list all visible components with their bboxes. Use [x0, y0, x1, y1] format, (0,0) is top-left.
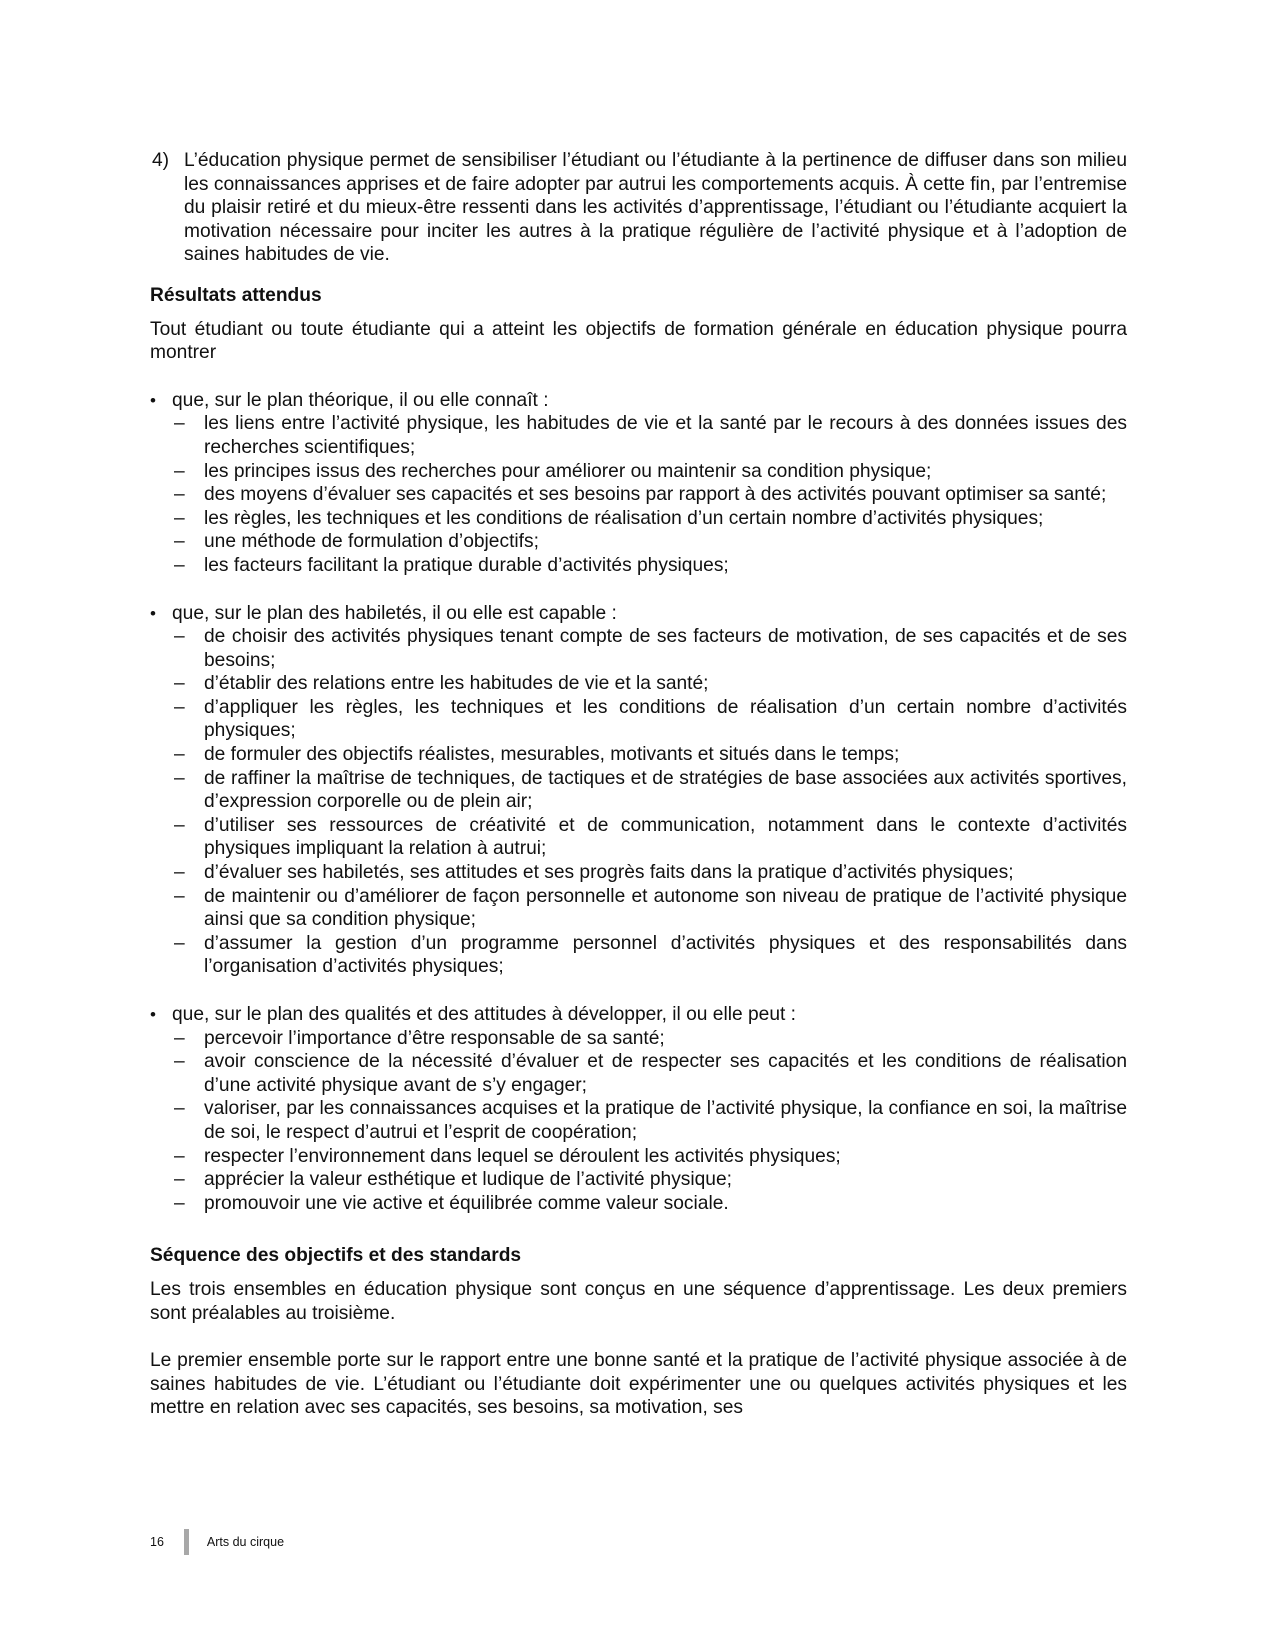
dash-icon: –: [174, 696, 185, 718]
bullet-lead-text: que, sur le plan théorique, il ou elle connaît :: [172, 389, 549, 411]
list-item-text: les facteurs facilitant la pratique durable d’activités physiques;: [204, 554, 729, 576]
dash-icon: –: [174, 814, 185, 836]
list-item: [150, 507, 1127, 531]
sublist: [150, 1027, 1127, 1216]
sublist: [150, 625, 1127, 979]
list-item-text: valoriser, par les connaissances acquises et la pratique de l’activité physique, la confiance en soi, la maîtrise de soi, le respect d’autrui et l’esprit de coopération;: [204, 1098, 1127, 1143]
dash-icon: –: [174, 460, 185, 482]
dash-icon: –: [174, 767, 185, 789]
dash-icon: –: [174, 885, 185, 907]
list-item-text: respecter l’environnement dans lequel se déroulent les activités physiques;: [204, 1145, 841, 1167]
list-item-text: d’utiliser ses ressources de créativité et de communication, notamment dans le contexte d’activités physiques impliquant la relation à autrui;: [204, 814, 1127, 860]
results-group-attitudes: [150, 1003, 1127, 1215]
list-item-text: les liens entre l’activité physique, les habitudes de vie et la santé par le recours à des données issues des recherches scientifiques;: [204, 413, 1127, 458]
bullet-lead-text: que, sur le plan des habiletés, il ou elle est capable :: [172, 602, 617, 624]
list-item: [150, 554, 1127, 578]
results-group-theory: [150, 389, 1127, 578]
list-item: [150, 460, 1127, 484]
dash-icon: –: [174, 1169, 185, 1191]
bullet-lead: [150, 389, 1127, 413]
list-item: [150, 1027, 1127, 1051]
dash-icon: –: [174, 862, 185, 884]
list-item-text: d’évaluer ses habiletés, ses attitudes et ses progrès faits dans la pratique d’activités physiques;: [204, 862, 1014, 884]
dash-icon: –: [174, 484, 185, 506]
dash-icon: –: [174, 507, 185, 529]
list-item: [150, 1192, 1127, 1216]
dash-icon: –: [174, 1192, 185, 1214]
list-item: [150, 932, 1127, 979]
list-item: [150, 1097, 1127, 1144]
numbered-item-4: [150, 149, 1127, 267]
sequence-heading: Séquence des objectifs et des standards: [150, 1245, 522, 1267]
list-item-text: les règles, les techniques et les conditions de réalisation d’un certain nombre d’activités physiques;: [204, 507, 1044, 529]
results-intro: Tout étudiant ou toute étudiante qui a atteint les objectifs de formation générale en éducation physique pourra montrer: [150, 318, 1127, 364]
dash-icon: –: [174, 1098, 185, 1120]
list-item: [150, 672, 1127, 696]
sequence-paragraph-1: Les trois ensembles en éducation physique sont conçus en une séquence d’apprentissage. Les deux premiers sont préalables au troisième.: [150, 1278, 1127, 1324]
page-number: 16: [150, 1535, 164, 1549]
list-item: [150, 814, 1127, 861]
dash-icon: –: [174, 531, 185, 553]
list-item-text: percevoir l’importance d’être responsable de sa santé;: [204, 1027, 665, 1049]
list-item: [150, 530, 1127, 554]
dash-icon: –: [174, 413, 185, 435]
bullet-lead-text: que, sur le plan des qualités et des attitudes à développer, il ou elle peut :: [172, 1004, 797, 1025]
dash-icon: –: [174, 1051, 185, 1073]
dash-icon: –: [174, 1145, 185, 1167]
list-item-text: promouvoir une vie active et équilibrée comme valeur sociale.: [204, 1192, 729, 1214]
footer-title: Arts du cirque: [206, 1535, 285, 1549]
list-item-text: de choisir des activités physiques tenant compte de ses facteurs de motivation, de ses capacités et de ses besoins;: [204, 626, 1127, 671]
list-item: [150, 625, 1127, 672]
footer-divider: [184, 1529, 189, 1555]
list-item-text: apprécier la valeur esthétique et ludique de l’activité physique;: [204, 1169, 732, 1191]
list-item-text: des moyens d’évaluer ses capacités et ses besoins par rapport à des activités pouvant optimiser sa santé;: [204, 484, 1107, 506]
sublist: [150, 412, 1127, 577]
page-footer: [150, 1529, 284, 1555]
list-item: [150, 412, 1127, 459]
list-item-text: d’établir des relations entre les habitudes de vie et la santé;: [204, 673, 709, 695]
list-item: [150, 696, 1127, 743]
dash-icon: –: [174, 554, 185, 576]
item-number: 4): [152, 150, 170, 171]
sequence-paragraph-2: Le premier ensemble porte sur le rapport entre une bonne santé et la pratique de l’activité physique associée à de saines habitudes de vie. L’étudiant ou l’étudiante doit expérimenter une ou quelques activités physiques et les mettre en relation avec ses capacités, ses besoins, sa motivation, ses: [150, 1350, 1127, 1419]
bullet-icon: •: [150, 603, 156, 623]
list-item: [150, 1168, 1127, 1192]
bullet-icon: •: [150, 390, 156, 410]
list-item: [150, 743, 1127, 767]
list-item: [150, 1145, 1127, 1169]
bullet-lead: [150, 602, 1127, 626]
list-item-text: de raffiner la maîtrise de techniques, de tactiques et de stratégies de base associées aux activités sportives, d’expression corporelle ou de plein air;: [204, 767, 1127, 813]
dash-icon: –: [174, 1027, 185, 1049]
list-item-text: avoir conscience de la nécessité d’évaluer et de respecter ses capacités et les conditions de réalisation d’une activité physique avant de s’y engager;: [204, 1051, 1127, 1096]
page-content: [150, 149, 1127, 1420]
list-item: [150, 885, 1127, 932]
list-item: [150, 1050, 1127, 1097]
results-group-skills: [150, 602, 1127, 980]
list-item-text: d’assumer la gestion d’un programme personnel d’activités physiques et des responsabilités dans l’organisation d’activités physiques;: [204, 932, 1127, 978]
results-heading: Résultats attendus: [150, 284, 322, 306]
list-item-text: de formuler des objectifs réalistes, mesurables, motivants et situés dans le temps;: [204, 744, 900, 766]
list-item: [150, 861, 1127, 885]
bullet-icon: •: [150, 1005, 156, 1024]
list-item: [150, 483, 1127, 507]
item-text: L’éducation physique permet de sensibiliser l’étudiant ou l’étudiante à la pertinence de diffuser dans son milieu les connaissances apprises et de faire adopter par autrui les comportements acquis. À cette fin, par l’entremise du plaisir retiré et du mieux-être ressenti dans les activités d’apprentissage, l’étudiant ou l’étudiante acquiert la motivation nécessaire pour inciter les autres à la pratique régulière de l’activité physique et à l’adoption de saines habitudes de vie.: [184, 150, 1127, 266]
list-item-text: de maintenir ou d’améliorer de façon personnelle et autonome son niveau de pratique de l’activité physique ainsi que sa condition physique;: [204, 885, 1127, 931]
list-item-text: d’appliquer les règles, les techniques et les conditions de réalisation d’un certain nombre d’activités physiques;: [204, 696, 1127, 742]
list-item-text: une méthode de formulation d’objectifs;: [204, 531, 539, 553]
dash-icon: –: [174, 626, 185, 648]
list-item-text: les principes issus des recherches pour améliorer ou maintenir sa condition physique;: [204, 460, 932, 482]
dash-icon: –: [174, 673, 185, 695]
dash-icon: –: [174, 932, 185, 954]
dash-icon: –: [174, 744, 185, 766]
bullet-lead: [150, 1003, 1127, 1027]
list-item: [150, 767, 1127, 814]
